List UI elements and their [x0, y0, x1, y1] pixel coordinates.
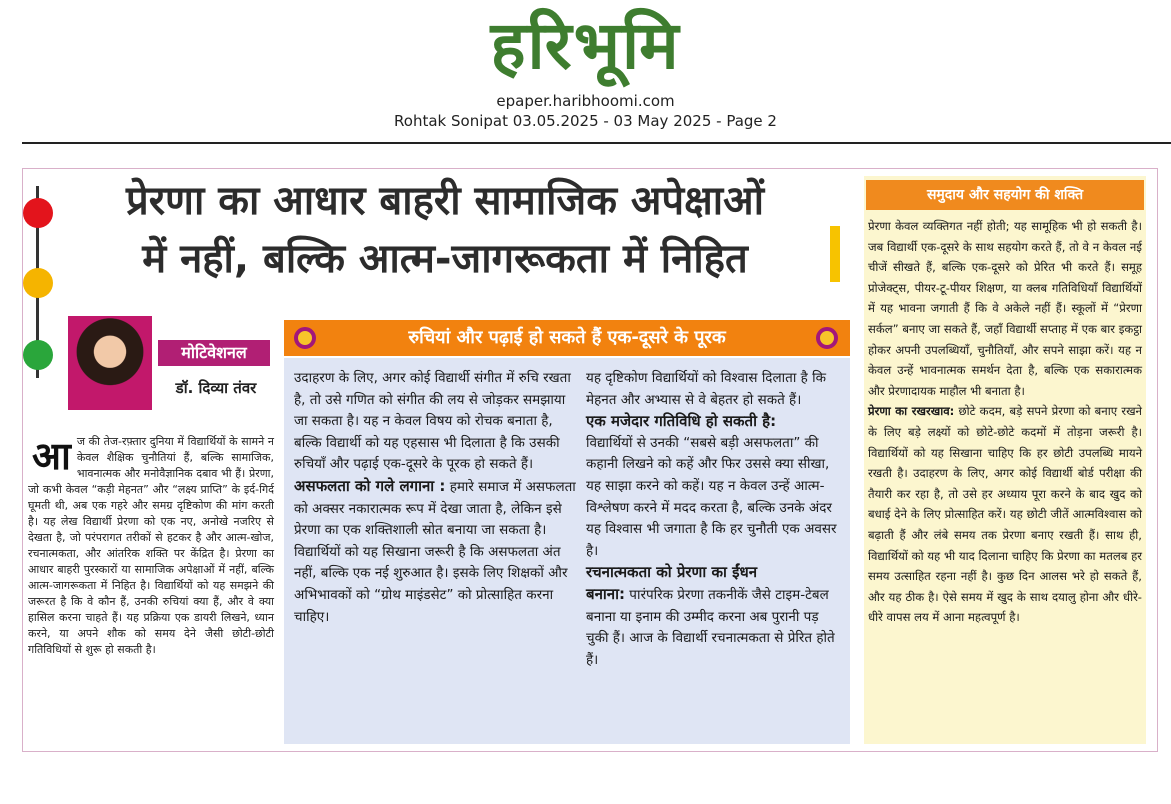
sub-headline-banner [284, 320, 850, 356]
column-1-text: ज की तेज-रफ़्तार दुनिया में विद्यार्थियों के सामने न केवल शैक्षिक चुनौतियां हैं, बल्कि सामाजिक, भावनात्मक और मनोवैज्ञानिक दबाव भी हैं। प्रेरणा, जो कभी केवल “कड़ी मेहनत” और “लक्ष्य प्राप्ति” के इर्द-गिर्द घूमती थी, अब एक गहरे और समग्र दृष्टिकोण की मांग करती है। यह लेख विद्यार्थी प्रेरणा को एक नए, अनोखे नजरिए से देखता है, जो परंपरागत तरीकों से हटकर है और आत्म-खोज, रचनात्मकता, और आंतरिक शक्ति पर केंद्रित है। प्रेरणा का आधार बाहरी पुरस्कारों या सामाजिक अपेक्षाओं में नहीं, बल्कि आत्म-जागरूकता में निहित है। विद्यार्थियों को यह समझने की जरूरत है कि वे कौन हैं, उनकी रुचियां क्या हैं, और वे क्या हासिल करना चाहते हैं। यह प्रक्रिया एक डायरी लिखने, ध्यान करने, या अपने शौक को समय देने जैसी छोटी-छोटी गतिविधियों से शुरू हो सकती है। [28, 435, 274, 656]
green-light-icon [23, 340, 53, 370]
masthead-divider [22, 142, 1171, 144]
headline-line-2: में नहीं, बल्कि आत्म-जागरूकता में निहित [142, 236, 748, 282]
bullet-dot-icon [816, 327, 838, 349]
yellow-light-icon [23, 268, 53, 298]
author-name: डॉ. दिव्या तंवर [175, 379, 257, 397]
sub-headline: रुचियां और पढ़ाई हो सकते हैं एक-दूसरे के पूरक [408, 327, 726, 348]
red-light-icon [23, 198, 53, 228]
author-photo [68, 316, 152, 410]
column-3-subheading: एक मजेदार गतिविधि हो सकती है: [586, 412, 777, 431]
masthead [0, 0, 1171, 145]
column-3-subheading: रचनात्मकता को प्रेरणा का ईंधन [586, 563, 758, 582]
headline-line-1: प्रेरणा का आधार बाहरी सामाजिक अपेक्षाओं [125, 178, 765, 224]
column-2-paragraph: हमारे समाज में असफलता को अक्सर नकारात्मक रूप में देखा जाता है, लेकिन इसे प्रेरणा का एक शक्तिशाली स्रोत बनाया जा सकता है। विद्यार्थियों को यह सिखाना जरूरी है कि असफलता अंत नहीं, बल्कि एक नई शुरुआत है। इसके लिए शिक्षकों और अभिभावकों को “ग्रोथ माइंडसेट” को प्रोत्साहित करना चाहिए। [294, 478, 576, 625]
column-3-paragraph: विद्यार्थियों से उनकी “सबसे बड़ी असफलता” की कहानी लिखने को कहें और फिर उससे क्या सीखा, यह साझा करने को कहें। यह न केवल उन्हें आत्म-विश्लेषण करने में मदद करता है, बल्कि उनके अंदर यह विश्वास भी जगाता है कि हर चुनौती एक अवसर है। [586, 434, 837, 559]
column-3-subheading-continued: बनाना: [586, 584, 625, 603]
article-column-1 [28, 434, 274, 658]
sidebar-paragraph: छोटे कदम, बड़े सपने प्रेरणा को बनाए रखने के लिए बड़े लक्ष्यों को छोटे-छोटे कदमों में तोड़ना जरूरी है। विद्यार्थियों को यह सिखाना चाहिए कि हर छोटी उपलब्धि मायने रखती है। उदाहरण के लिए, अगर कोई विद्यार्थी बोर्ड परीक्षा की तैयारी कर रहा है, तो उसे हर अध्याय पूरा करने के बाद खुद को बधाई देने के लिए प्रोत्साहित करें। यह छोटी जीतें आत्मविश्वास को बढ़ाती हैं और लंबे समय तक प्रेरणा बनाए रखती हैं। साथ ही, विद्यार्थियों को यह भी याद दिलाना चाहिए कि प्रेरणा का मतलब हर समय उत्साहित रहना नहीं है। कुछ दिन आलस भरे हो सकते हैं, और यह ठीक है। ऐसे समय में खुद के साथ दयालु होना और धीरे-धीरे वापस लय में आना महत्वपूर्ण है। [868, 404, 1142, 625]
article-column-2 [294, 368, 576, 628]
site-url[interactable]: epaper.haribhoomi.com [496, 92, 675, 110]
article-column-3 [586, 368, 842, 671]
sidebar-paragraph: प्रेरणा केवल व्यक्तिगत नहीं होती; यह सामूहिक भी हो सकती है। जब विद्यार्थी एक-दूसरे के साथ सहयोग करते हैं, तो वे न केवल नई चीजें सीखते हैं, बल्कि एक-दूसरे को प्रेरित भी करते हैं। समूह प्रोजेक्ट्स, पीयर-टू-पीयर शिक्षण, या क्लब गतिविधियाँ विद्यार्थियों में यह भावना जगाती हैं कि वे अकेले नहीं हैं। स्कूलों में “प्रेरणा सर्कल” बनाए जा सकते हैं, जहाँ विद्यार्थी सप्ताह में एक बार इकट्ठा होकर अपनी उपलब्धियाँ, चुनौतियाँ, और सपने साझा करें। यह न केवल उन्हें भावनात्मक समर्थन देता है, बल्कि एक सकारात्मक और प्रेरणादायक माहौल भी बनाता है। [868, 219, 1142, 398]
column-2-subheading: असफलता को गले लगाना : [294, 476, 446, 495]
category-tag: मोटिवेशनल [158, 340, 270, 366]
sidebar-subheading: प्रेरणा का रखरखाव: [868, 404, 955, 419]
edition-line: Rohtak Sonipat 03.05.2025 - 03 May 2025 - Page 2 [394, 112, 777, 130]
sidebar-body [868, 216, 1142, 628]
article-headline [60, 172, 830, 288]
sidebar-title: समुदाय और सहयोग की शक्ति [866, 180, 1144, 210]
column-3-paragraph: यह दृष्टिकोण विद्यार्थियों को विश्वास दिलाता है कि मेहनत और अभ्यास से वे बेहतर हो सकते हैं। [586, 370, 826, 408]
column-3-paragraph: पारंपरिक प्रेरणा तकनीकें जैसे टाइम-टेबल बनाना या इनाम की उम्मीद करना अब पुरानी पड़ चुकी हैं। आज के विद्यार्थी रचनात्मकता से प्रेरित होते हैं। [586, 586, 835, 668]
bullet-dot-icon [294, 327, 316, 349]
column-2-paragraph: उदाहरण के लिए, अगर कोई विद्यार्थी संगीत में रुचि रखता है, तो उसे गणित को संगीत की लय से जोड़कर समझाया जा सकता है। यह न केवल विषय को रोचक बनाता है, बल्कि विद्यार्थी को यह एहसास भी दिलाता है कि उसकी रुचियाँ और पढ़ाई एक-दूसरे के पूरक हो सकते हैं। [294, 370, 571, 473]
yellow-accent-bar [830, 226, 840, 282]
dropcap: आ [32, 434, 71, 478]
newspaper-logo[interactable]: हरिभूमि [490, 7, 681, 84]
